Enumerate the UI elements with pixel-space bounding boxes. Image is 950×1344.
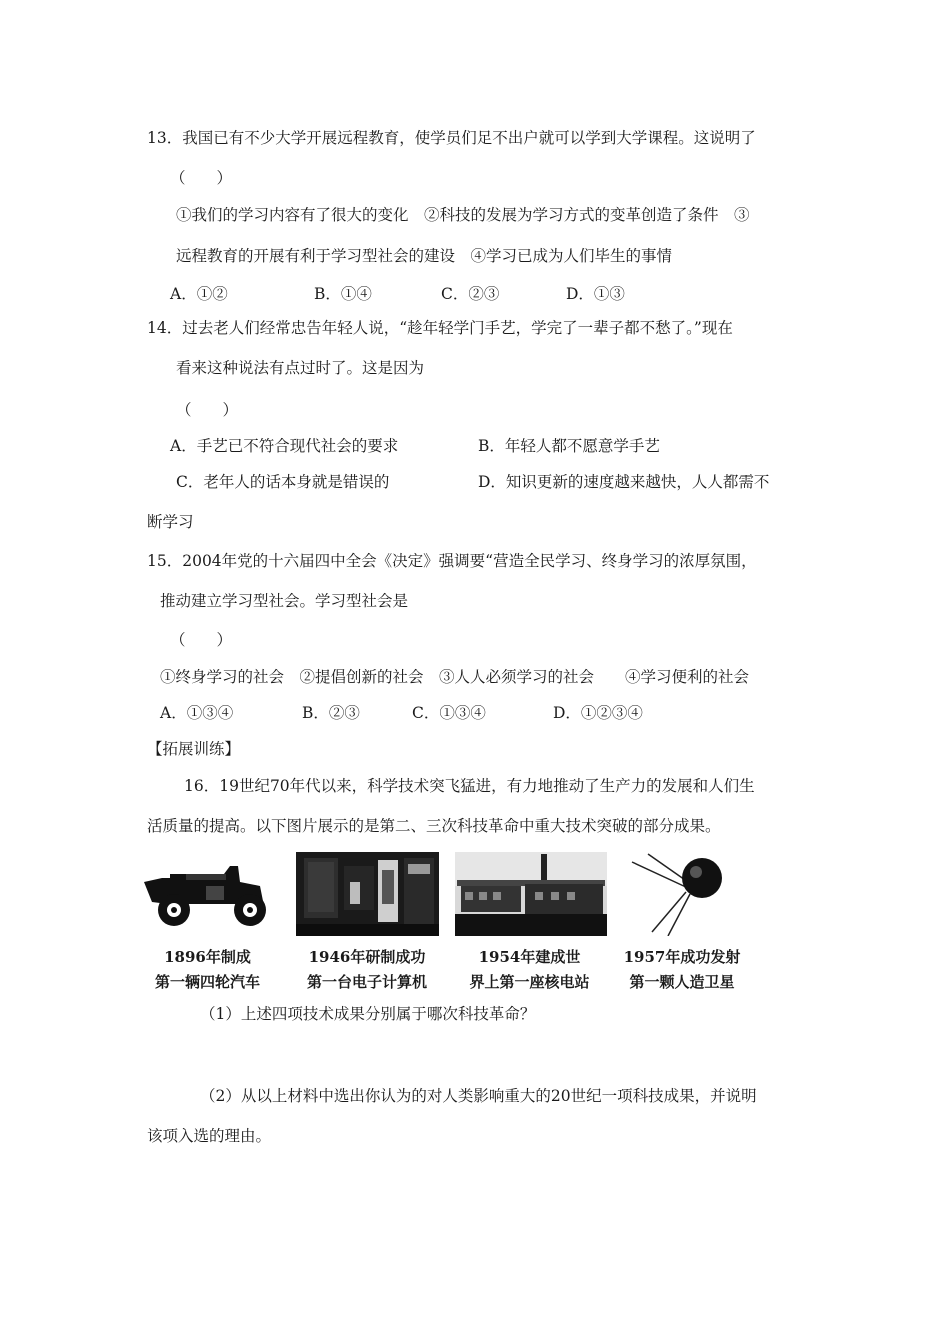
q14-stem-line1: 14．过去老人们经常忠告年轻人说，“趁年轻学门手艺，学完了一辈子都不愁了。”现在: [147, 319, 733, 337]
nuclear-caption-line1: 1954年建成世: [478, 948, 581, 966]
satellite-caption-line2: 第一颗人造卫星: [629, 973, 735, 991]
q15-choice-a: A．①③④: [160, 704, 234, 722]
q15-stem-line2: 推动建立学习型社会。学习型社会是: [160, 592, 409, 610]
q14-option-b: B．年轻人都不愿意学手艺: [478, 437, 660, 455]
q15-choice-b: B．②③: [302, 704, 360, 722]
q16-stem-line2: 活质量的提高。以下图片展示的是第二、三次科技革命中重大技术突破的部分成果。: [147, 817, 721, 835]
q16-stem-line1: 16．19世纪70年代以来，科学技术突飞猛进，有力地推动了生产力的发展和人们生: [184, 777, 755, 795]
q13-options-line2: 远程教育的开展有利于学习型社会的建设 ④学习已成为人们毕生的事情: [176, 247, 673, 265]
q16-sub2-line1: （2）从以上材料中选出你认为的对人类影响重大的20世纪一项科技成果，并说明: [200, 1087, 757, 1105]
q15-choice-c: C．①③④: [412, 704, 486, 722]
q13-choice-d: D．①③: [566, 285, 625, 303]
q14-option-c: C．老年人的话本身就是错误的: [176, 473, 390, 491]
nuclear-caption-line2: 界上第一座核电站: [469, 973, 590, 991]
q13-stem: 13．我国已有不少大学开展远程教育，使学员们足不出户就可以学到大学课程。这说明了: [147, 129, 756, 147]
car-caption-line2: 第一辆四轮汽车: [154, 973, 260, 991]
q13-choice-a: A．①②: [170, 285, 228, 303]
q14-option-d: D．知识更新的速度越来越快，人人都需不: [478, 473, 770, 491]
q14-option-d-continued: 断学习: [147, 513, 194, 531]
q16-sub1: （1）上述四项技术成果分别属于哪次科技革命？: [200, 1005, 536, 1023]
q14-stem-line2: 看来这种说法有点过时了。这是因为: [176, 359, 425, 377]
q15-stem-line1: 15．2004年党的十六届四中全会《决定》强调要“营造全民学习、终身学习的浓厚氛围，: [147, 552, 757, 570]
nuclear-plant-photo: [455, 852, 607, 936]
q13-answer-paren: （ ）: [170, 169, 233, 187]
q13-options-line1: ①我们的学习内容有了很大的变化 ②科技的发展为学习方式的变革创造了条件 ③: [176, 206, 750, 224]
car-caption-line1: 1896年制成: [164, 948, 251, 966]
q13-choice-b: B．①④: [314, 285, 372, 303]
satellite-caption-line1: 1957年成功发射: [623, 948, 741, 966]
q14-answer-paren: （ ）: [176, 401, 239, 419]
q16-sub2-line2: 该项入选的理由。: [147, 1127, 272, 1145]
q14-option-a: A．手艺已不符合现代社会的要求: [170, 437, 399, 455]
computer-caption-line1: 1946年研制成功: [308, 948, 426, 966]
q15-options: ①终身学习的社会 ②提倡创新的社会 ③人人必须学习的社会 ④学习便利的社会: [160, 668, 750, 686]
section-title: 【拓展训练】: [147, 740, 241, 758]
car-photo: [140, 852, 275, 936]
computer-caption-line2: 第一台电子计算机: [306, 973, 427, 991]
q13-choice-c: C．②③: [441, 285, 500, 303]
computer-photo: [296, 852, 439, 936]
satellite-photo: [628, 852, 748, 936]
q15-choice-d: D．①②③④: [553, 704, 643, 722]
q15-answer-paren: （ ）: [170, 631, 233, 649]
